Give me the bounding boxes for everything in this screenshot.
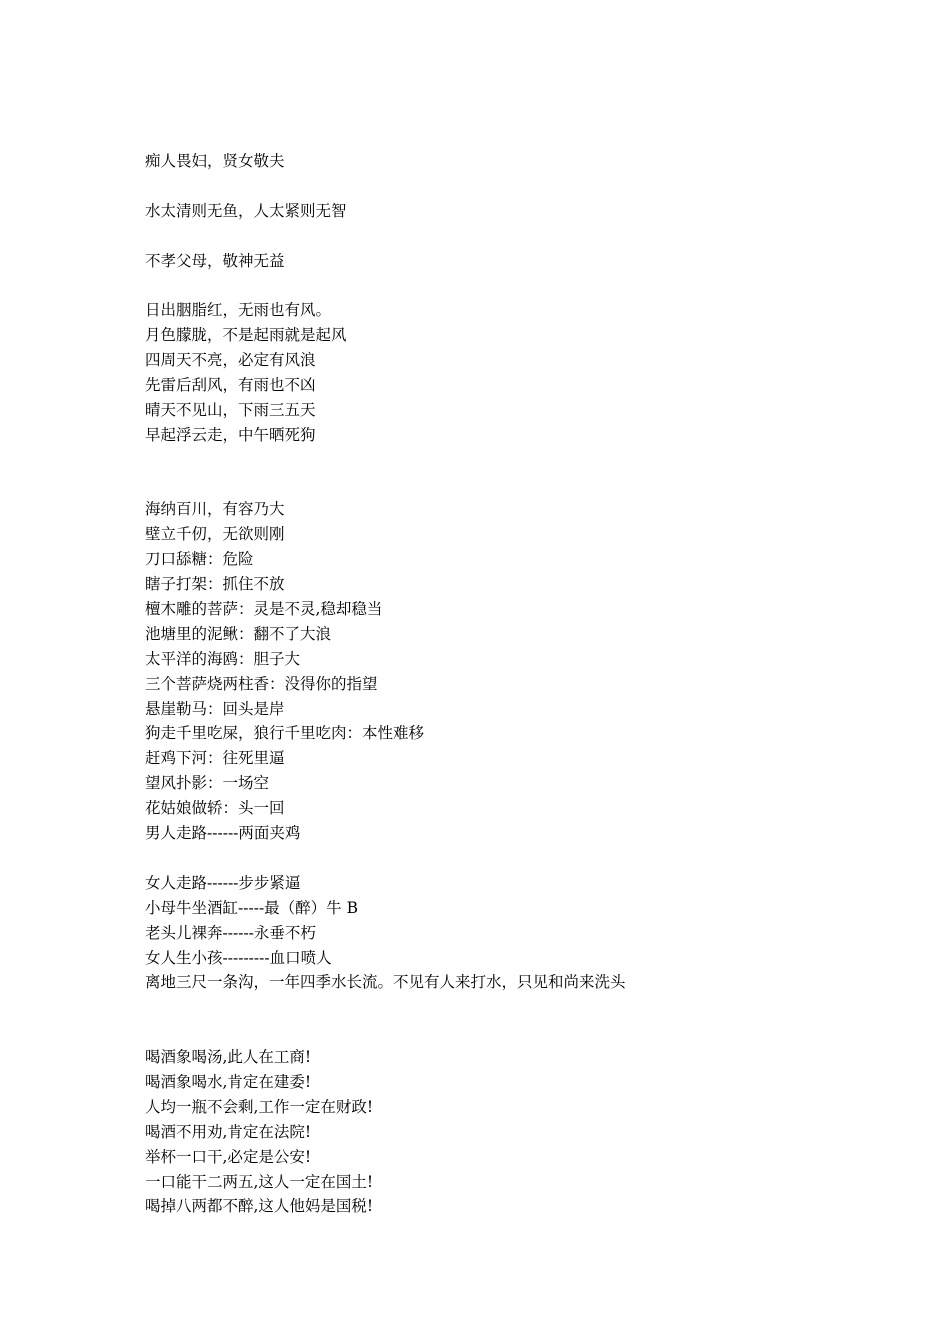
blank-line (145, 473, 905, 498)
text-line: 刀口舔糖：危险 (145, 550, 254, 569)
text-line: 不孝父母，敬神无益 (145, 251, 285, 270)
text-line: 四周天不亮，必定有风浪 (145, 351, 316, 370)
text-line: 三个菩萨烧两柱香：没得你的指望 (145, 674, 378, 693)
blank-line (145, 448, 905, 473)
text-line: 日出胭脂红，无雨也有风。 (145, 301, 332, 320)
blank-line (145, 224, 905, 249)
text-line: 一口能干二两五,这人一定在国土! (145, 1172, 374, 1191)
blank-line (145, 1020, 905, 1045)
text-line: 花姑娘做轿：头一回 (145, 799, 285, 818)
text-line: 喝酒不用劝,肯定在法院! (145, 1122, 312, 1141)
blank-line (145, 995, 905, 1020)
text-line: 檀木雕的菩萨：灵是不灵,稳却稳当 (145, 600, 383, 619)
text-line: 壁立千仞，无欲则刚 (145, 525, 285, 544)
text-line: 水太清则无鱼，人太紧则无智 (145, 201, 347, 220)
text-line: 喝掉八两都不醉,这人他妈是国税! (145, 1197, 374, 1216)
text-line: 女人走路------步步紧逼 (145, 873, 301, 892)
text-line: 瞎子打架：抓住不放 (145, 575, 285, 594)
blank-line (145, 174, 905, 199)
text-line: 先雷后刮风，有雨也不凶 (145, 376, 316, 395)
document-body (145, 149, 905, 1219)
text-line: 太平洋的海鸥：胆子大 (145, 649, 301, 668)
text-line: 望风扑影：一场空 (145, 774, 270, 793)
text-line: 赶鸡下河：往死里逼 (145, 749, 285, 768)
text-line: 喝酒象喝汤,此人在工商! (145, 1048, 312, 1067)
text-line: 池塘里的泥鳅：翻不了大浪 (145, 624, 332, 643)
text-line: 痴人畏妇，贤女敬夫 (145, 152, 285, 170)
text-line: 人均一瓶不会剩,工作一定在财政! (145, 1097, 374, 1116)
text-line: 早起浮云走，中午晒死狗 (145, 425, 316, 444)
text-line: 月色朦胧，不是起雨就是起风 (145, 326, 347, 345)
text-line: 喝酒象喝水,肯定在建委! (145, 1072, 312, 1091)
text-line: 狗走千里吃屎，狼行千里吃肉：本性难移 (145, 724, 425, 743)
text-line: 悬崖勒马：回头是岸 (145, 699, 285, 718)
blank-line (145, 273, 905, 298)
blank-line (145, 846, 905, 871)
text-line: 海纳百川，有容乃大 (145, 500, 285, 519)
text-line: 离地三尺一条沟，一年四季水长流。不见有人来打水，只见和尚来洗头 (145, 973, 626, 992)
text-line: 男人走路------两面夹鸡 (145, 824, 301, 843)
text-line: 晴天不见山，下雨三五天 (145, 400, 316, 419)
text-line: 老头儿裸奔------永垂不朽 (145, 923, 316, 942)
text-line: 小母牛坐酒缸-----最（醉）牛 B (145, 898, 359, 917)
text-line: 举杯一口干,必定是公安! (145, 1147, 312, 1166)
text-line: 女人生小孩---------血口喷人 (145, 948, 332, 967)
